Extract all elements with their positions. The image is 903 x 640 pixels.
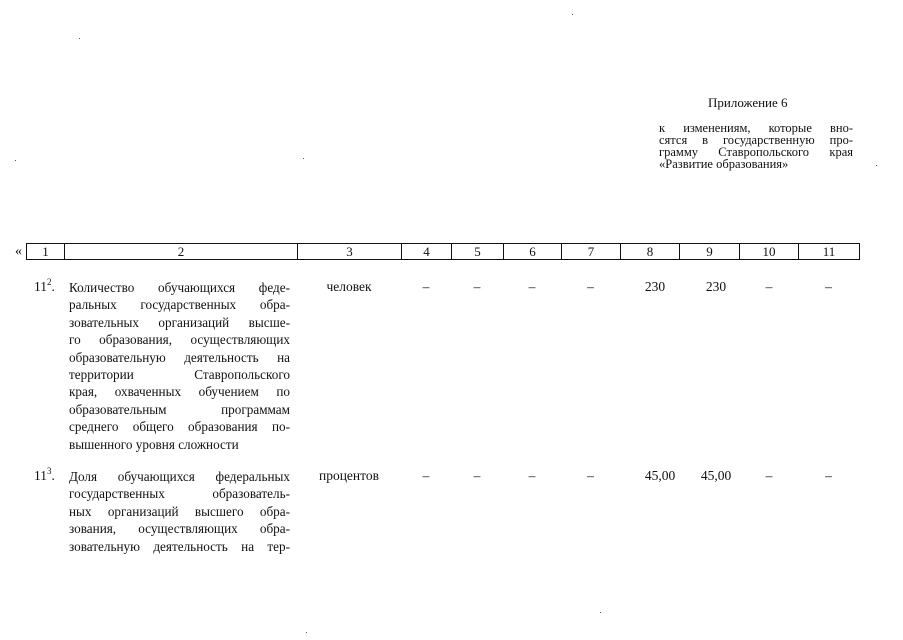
row-number: $11^2$. — [34, 277, 55, 294]
value-cell: – — [765, 279, 773, 294]
value-cell: – — [587, 468, 594, 483]
value-cell: – — [528, 468, 536, 483]
header-cell: 11 — [822, 244, 836, 259]
header-cell: 8 — [621, 244, 680, 259]
scan-speck — [303, 158, 304, 159]
value-cell: – — [765, 468, 773, 483]
header-cell: 10 — [740, 244, 799, 259]
opening-quote: « — [15, 244, 22, 259]
appendix-subtitle-line: грамму Ставропольского края — [659, 145, 853, 159]
value-cell: 45,00 — [700, 468, 732, 483]
appendix-subtitle-line: сятся в государственную про- — [659, 133, 853, 147]
header-cell: 7 — [562, 244, 621, 259]
header-cell: 4 — [402, 244, 452, 259]
row-description: Количество обучающихся феде- ральных государственных обра- зовательных организаций высше- го образования, осуществляющих образовательную деятельность на территории Ставропольского края, охваченных обучением по образовательным программам среднего общего образования по- вышенного уровня сложности — [69, 280, 290, 452]
value-cell: – — [422, 279, 430, 294]
header-cell: 2 — [65, 244, 298, 259]
header-cell: 9 — [680, 244, 740, 259]
value-cell: 45,00 — [644, 468, 676, 483]
scan-speck — [306, 632, 307, 633]
header-cell: 1 — [27, 244, 65, 259]
scan-speck — [600, 612, 601, 613]
appendix-title: Приложение 6 — [708, 95, 788, 110]
value-cell: 230 — [644, 279, 666, 294]
value-cell: – — [825, 279, 832, 294]
scan-speck — [876, 165, 877, 166]
table-header-row — [26, 243, 860, 260]
row-description: Доля обучающихся федеральных государственных образователь- ных организаций высшего обра- зования, осуществляющих обра- зовательную деятельность на тер- — [69, 469, 290, 554]
appendix-subtitle-line: к изменениям, которые вно- — [659, 121, 853, 135]
unit-cell: человек — [326, 279, 372, 294]
scan-speck — [79, 38, 80, 39]
row-number: $11^3$. — [34, 466, 55, 483]
value-cell: 230 — [705, 279, 727, 294]
value-cell: – — [528, 279, 536, 294]
header-cell: 3 — [298, 244, 402, 259]
value-cell: – — [473, 468, 481, 483]
header-cell: 5 — [452, 244, 504, 259]
unit-cell: процентов — [318, 468, 379, 483]
appendix-subtitle — [659, 122, 853, 170]
scan-speck — [572, 14, 573, 15]
value-cell: – — [422, 468, 430, 483]
header-cell: 6 — [504, 244, 562, 259]
scan-speck — [15, 160, 16, 161]
value-cell: – — [587, 279, 594, 294]
value-cell: – — [473, 279, 481, 294]
value-cell: – — [825, 468, 832, 483]
appendix-subtitle-line: «Развитие образования» — [659, 157, 789, 171]
